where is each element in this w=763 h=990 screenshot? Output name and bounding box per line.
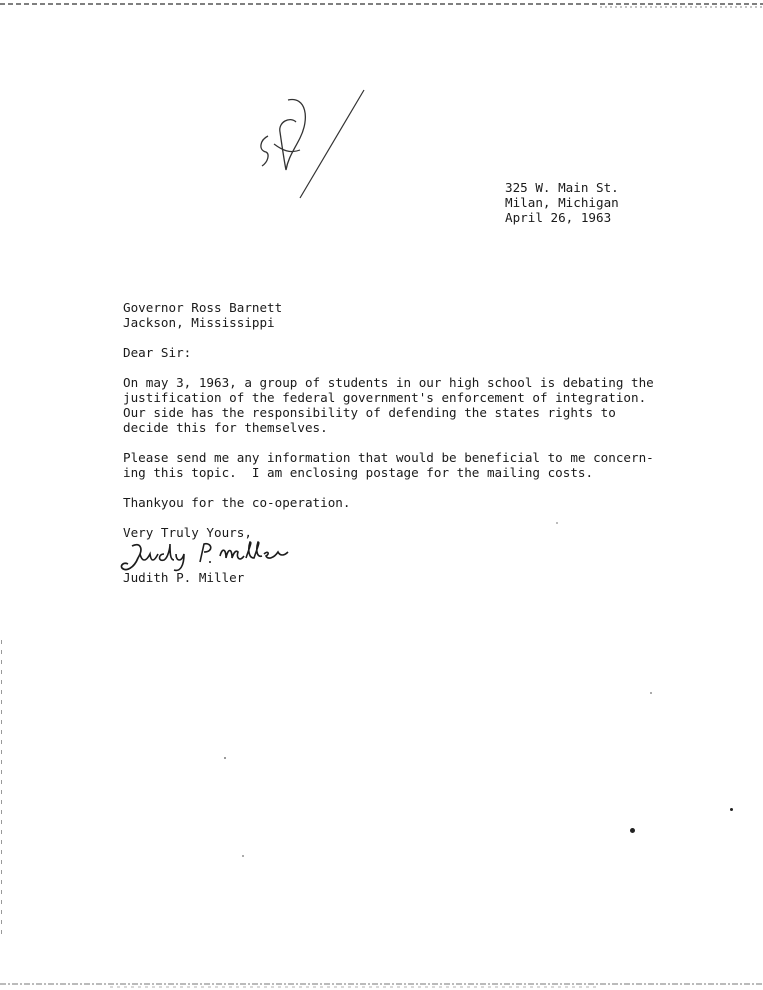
salutation: Dear Sir:	[123, 345, 192, 360]
letter-date: April 26, 1963	[505, 210, 612, 225]
paragraph-2-line: Please send me any information that would be beneficial to me concern-	[123, 450, 654, 465]
bottom-edge-artifact	[0, 978, 763, 990]
scan-speck	[650, 692, 652, 694]
scan-speck	[730, 808, 733, 811]
scan-speck	[630, 828, 635, 833]
left-edge-artifact	[0, 640, 3, 940]
handwritten-signature	[118, 538, 290, 574]
scan-speck	[556, 522, 558, 524]
closing: Very Truly Yours,	[123, 525, 252, 540]
scan-speck	[224, 757, 226, 759]
recipient-name: Governor Ross Barnett	[123, 300, 283, 315]
top-edge-artifact	[0, 0, 763, 10]
paragraph-1-line: Our side has the responsibility of defending the states rights to	[123, 405, 616, 420]
paragraph-2-line: ing this topic. I am enclosing postage for the mailing costs.	[123, 465, 594, 480]
typed-name: Judith P. Miller	[123, 570, 245, 585]
paragraph-1-line: justification of the federal government's enforcement of integration.	[123, 390, 647, 405]
scan-speck	[242, 855, 244, 857]
sender-city: Milan, Michigan	[505, 195, 619, 210]
paragraph-1-line: On may 3, 1963, a group of students in our high school is debating the	[123, 375, 654, 390]
thanks-line: Thankyou for the co-operation.	[123, 495, 351, 510]
sender-street: 325 W. Main St.	[505, 180, 619, 195]
handwritten-filing-mark	[248, 88, 373, 203]
paragraph-1-line: decide this for themselves.	[123, 420, 328, 435]
recipient-location: Jackson, Mississippi	[123, 315, 275, 330]
